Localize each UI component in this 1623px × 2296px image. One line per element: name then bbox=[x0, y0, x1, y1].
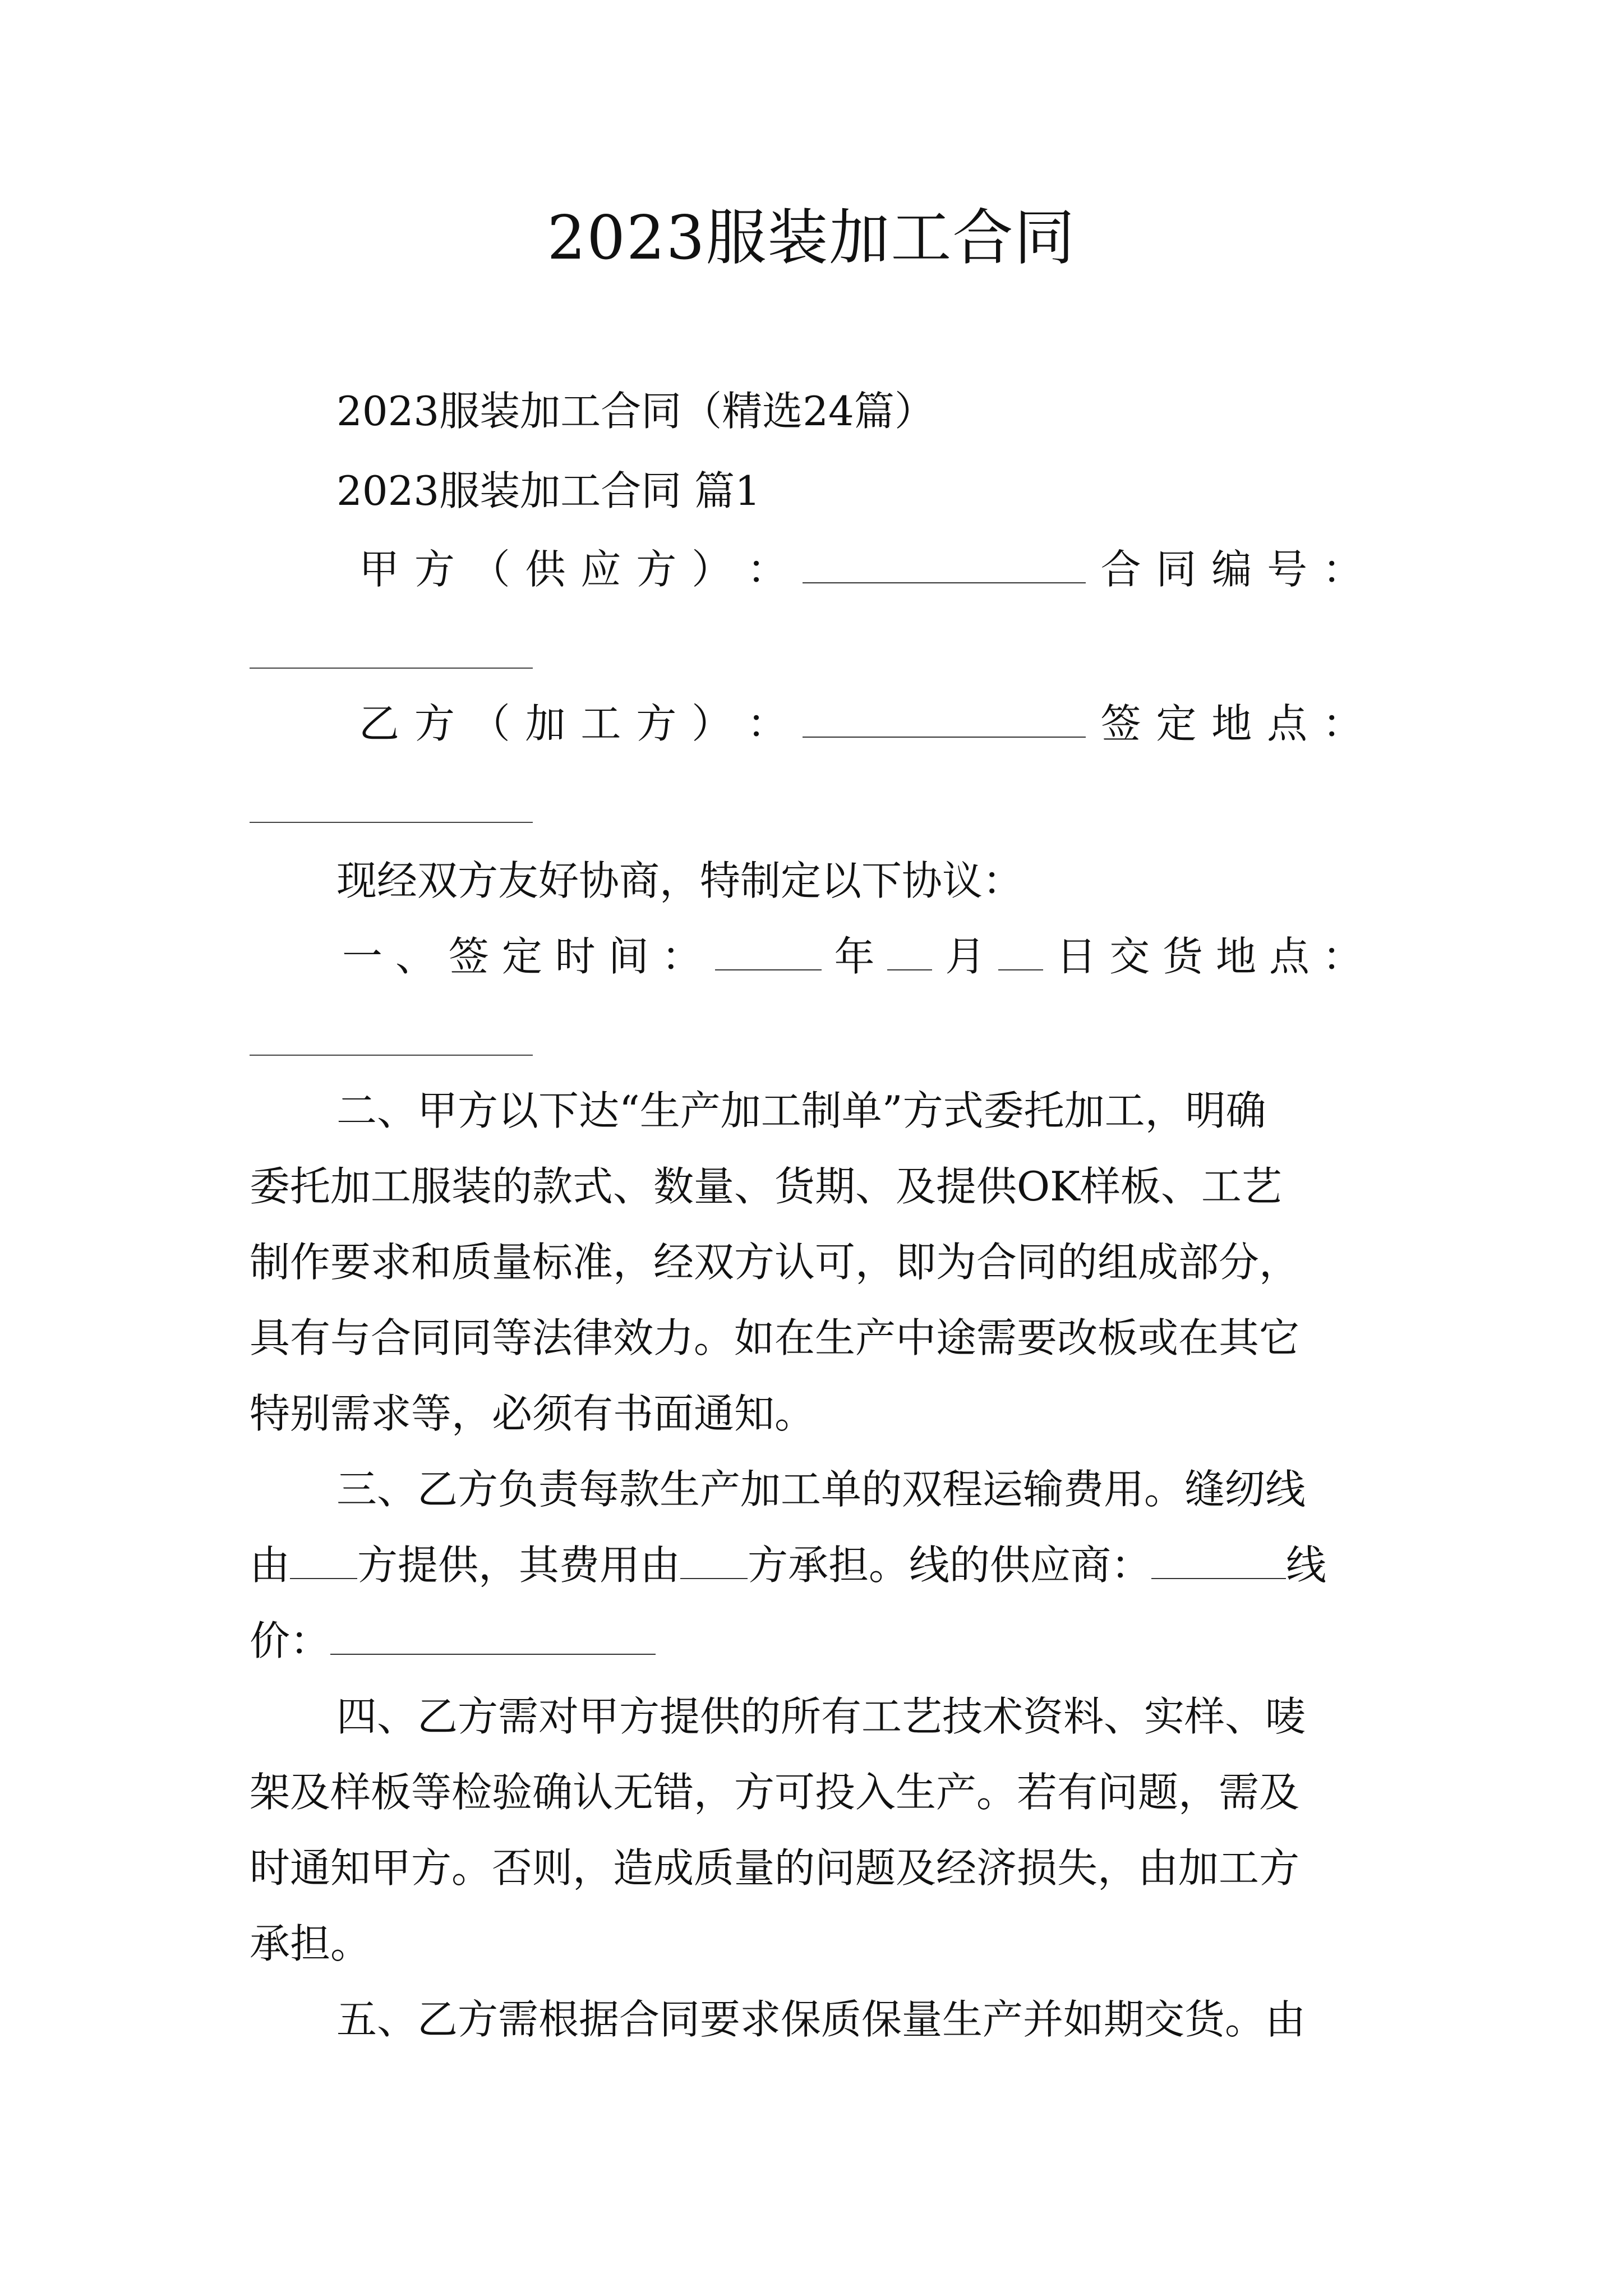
signing-place-char: 定 bbox=[1156, 700, 1197, 747]
party-a-char: ） bbox=[691, 546, 732, 593]
clause-3-line-3 bbox=[250, 1613, 1385, 1669]
delivery-place-char: ： bbox=[1322, 933, 1363, 980]
delivery-place-char: 交 bbox=[1109, 933, 1150, 980]
delivery-place-char: 货 bbox=[1163, 933, 1204, 980]
document-subtitle: 2023服装加工合同（精选24篇） bbox=[336, 388, 935, 435]
clause-4-line: 四、乙方需对甲方提供的所有工艺技术资料、实样、唛 bbox=[336, 1693, 1306, 1740]
delivery-place-blank bbox=[250, 1055, 533, 1056]
clause-3-text: 方承担。线的供应商： bbox=[748, 1542, 1152, 1589]
contract-no-char: 合 bbox=[1100, 546, 1141, 593]
signing-place-char: 签 bbox=[1100, 700, 1141, 747]
clause-1-line bbox=[342, 928, 1363, 984]
day-blank bbox=[998, 931, 1043, 970]
party-a-char: 应 bbox=[580, 546, 621, 593]
clause-3-text: 方提供，其费用由 bbox=[357, 1542, 681, 1589]
clause-2-line: 二、甲方以下达“生产加工制单”方式委托加工，明确 bbox=[336, 1087, 1266, 1134]
year-label: 年 bbox=[834, 933, 875, 980]
signing-place-char: 地 bbox=[1211, 700, 1252, 747]
clause-2-line: 具有与合同同等法律效力。如在生产中途需要改板或在其它 bbox=[250, 1314, 1300, 1361]
contract-no-char: 同 bbox=[1156, 546, 1197, 593]
clause-2-line: 特别需求等，必须有书面通知。 bbox=[250, 1390, 815, 1437]
party-b-char: 加 bbox=[525, 700, 566, 747]
party-b-char: 工 bbox=[580, 700, 621, 747]
month-label: 月 bbox=[945, 933, 986, 980]
party-b-char: 方 bbox=[636, 700, 677, 747]
contract-no-char: 编 bbox=[1211, 546, 1252, 593]
clause-3-text: 线 bbox=[1286, 1542, 1327, 1589]
clause-4-line: 架及样板等检验确认无错，方可投入生产。若有问题，需及 bbox=[250, 1769, 1300, 1816]
party-a-char: ： bbox=[746, 546, 787, 593]
processor-blank bbox=[803, 698, 1086, 738]
clause-2-line: 制作要求和质量标准，经双方认可，即为合同的组成部分， bbox=[250, 1239, 1300, 1286]
thread-provider-blank bbox=[290, 1540, 357, 1579]
intro-paragraph: 现经双方友好协商，特制定以下协议： bbox=[336, 857, 1023, 904]
clause-1-char: 定 bbox=[501, 933, 542, 980]
signing-place-char: 点 bbox=[1267, 700, 1308, 747]
party-a-line bbox=[359, 541, 1363, 597]
party-a-char: 方 bbox=[636, 546, 677, 593]
day-label: 日 bbox=[1056, 933, 1097, 980]
delivery-place-char: 地 bbox=[1216, 933, 1257, 980]
clause-5-line: 五、乙方需根据合同要求保质保量生产并如期交货。由 bbox=[336, 1996, 1306, 2043]
party-b-char: ） bbox=[691, 700, 732, 747]
clause-1-char: 一 bbox=[342, 933, 383, 980]
party-a-char: 供 bbox=[525, 546, 566, 593]
cost-bearer-blank bbox=[680, 1540, 748, 1579]
party-b-char: ： bbox=[746, 700, 787, 747]
supplier-blank bbox=[803, 544, 1086, 583]
thread-price-blank bbox=[330, 1616, 656, 1655]
section-heading: 2023服装加工合同 篇1 bbox=[336, 467, 760, 514]
contract-number-blank bbox=[250, 668, 533, 669]
month-blank bbox=[887, 931, 932, 970]
clause-4-line: 时通知甲方。否则，造成质量的问题及经济损失，由加工方 bbox=[250, 1844, 1300, 1892]
delivery-place-char: 点 bbox=[1269, 933, 1310, 980]
party-b-char: 乙 bbox=[359, 700, 400, 747]
party-a-char: 方 bbox=[414, 546, 455, 593]
signing-place-char: ： bbox=[1322, 700, 1363, 747]
contract-no-char: 号 bbox=[1267, 546, 1308, 593]
clause-1-char: 签 bbox=[448, 933, 489, 980]
clause-2-line: 委托加工服装的款式、数量、货期、及提供OK样板、工艺 bbox=[250, 1163, 1282, 1210]
clause-1-char: 时 bbox=[555, 933, 596, 980]
party-b-char: （ bbox=[469, 700, 510, 747]
signing-place-blank bbox=[250, 822, 533, 823]
thread-supplier-blank bbox=[1151, 1540, 1286, 1579]
year-blank bbox=[715, 931, 822, 970]
document-title: 2023服装加工合同 bbox=[547, 203, 1076, 273]
clause-1-char: 间 bbox=[608, 933, 649, 980]
party-b-char: 方 bbox=[414, 700, 455, 747]
clause-3-line-2 bbox=[250, 1537, 1385, 1593]
clause-1-char: ： bbox=[661, 933, 702, 980]
clause-1-char: 、 bbox=[395, 933, 436, 980]
contract-no-char: ： bbox=[1322, 546, 1363, 593]
party-a-char: 甲 bbox=[359, 546, 400, 593]
clause-3-line: 三、乙方负责每款生产加工单的双程运输费用。缝纫线 bbox=[336, 1466, 1306, 1513]
party-b-line bbox=[359, 696, 1363, 752]
clause-4-line: 承担。 bbox=[250, 1920, 371, 1967]
party-a-char: （ bbox=[469, 546, 510, 593]
clause-3-text: 由 bbox=[250, 1542, 291, 1589]
clause-3-text: 价： bbox=[250, 1617, 331, 1664]
